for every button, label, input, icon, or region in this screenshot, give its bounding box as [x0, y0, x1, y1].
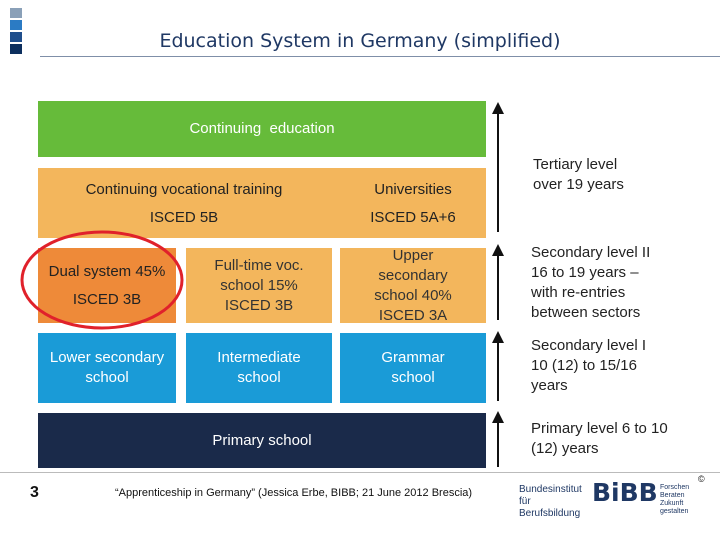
- cvt-label: Continuing vocational training: [85, 181, 283, 198]
- logo-tagline: Forschen Beraten Zukunft gestalten: [660, 484, 690, 515]
- intermediate-label: Intermediate school: [217, 349, 301, 386]
- primary-label: Primary school: [212, 431, 312, 449]
- copyright-mark: ©: [698, 474, 705, 484]
- lower-secondary-label: Lower secondary school: [49, 349, 165, 386]
- corner-decoration: [10, 20, 22, 30]
- grammar-box: [340, 333, 486, 403]
- lower-secondary-box: [38, 333, 176, 403]
- corner-decoration: [10, 8, 22, 18]
- dual-system-label: Dual system 45%: [48, 263, 166, 280]
- title-divider: [40, 56, 720, 57]
- continuing-education-box: [38, 101, 486, 157]
- highlight-circle: [16, 226, 188, 334]
- universities-label: Universities: [374, 181, 452, 198]
- primary-level-text: Primary level 6 to 10 (12) years: [531, 420, 668, 457]
- primary-box: [38, 413, 486, 468]
- isced-5a6-label: ISCED 5A+6: [370, 209, 456, 226]
- arrow-head-icon: [492, 411, 504, 423]
- citation: [115, 487, 585, 499]
- arrow-head-icon: [492, 331, 504, 343]
- footer-divider: [0, 472, 720, 473]
- dual-isced-label: ISCED 3B: [72, 291, 142, 308]
- isced-5b-label: ISCED 5B: [149, 209, 219, 226]
- arrow-tertiary: [497, 112, 499, 232]
- arrow-head-icon: [492, 244, 504, 256]
- arrow-secondary-i: [497, 341, 499, 401]
- page-title: Education System in Germany (simplified): [159, 30, 561, 52]
- secondary-i-level-text: Secondary level I 10 (12) to 15/16 years: [531, 337, 647, 394]
- fulltime-voc-label: Full-time voc. school 15% ISCED 3B: [214, 256, 304, 314]
- intermediate-box: [186, 333, 332, 403]
- fulltime-voc-box: [186, 248, 332, 323]
- grammar-label: Grammar school: [381, 349, 445, 386]
- arrow-secondary-ii: [497, 254, 499, 320]
- logo-institute-name: Bundesinstitut für Berufsbildung: [519, 484, 582, 519]
- citation-text: “Apprenticeship in Germany” (Jessica Erbe, BIBB; 21 June 2012 Brescia): [115, 487, 473, 499]
- continuing-education-label: Continuing education: [189, 120, 335, 137]
- secondary-ii-level-text: Secondary level II 16 to 19 years – with re-entries between sectors: [531, 244, 651, 321]
- upper-secondary-label: Upper secondary school 40% ISCED 3A: [374, 246, 452, 324]
- page-number: 3: [30, 484, 39, 501]
- tertiary-level-text: Tertiary level over 19 years: [533, 156, 624, 193]
- upper-secondary-box: [340, 248, 486, 323]
- bibb-logo: BiBB: [592, 478, 658, 507]
- arrow-head-icon: [492, 102, 504, 114]
- arrow-primary: [497, 421, 499, 467]
